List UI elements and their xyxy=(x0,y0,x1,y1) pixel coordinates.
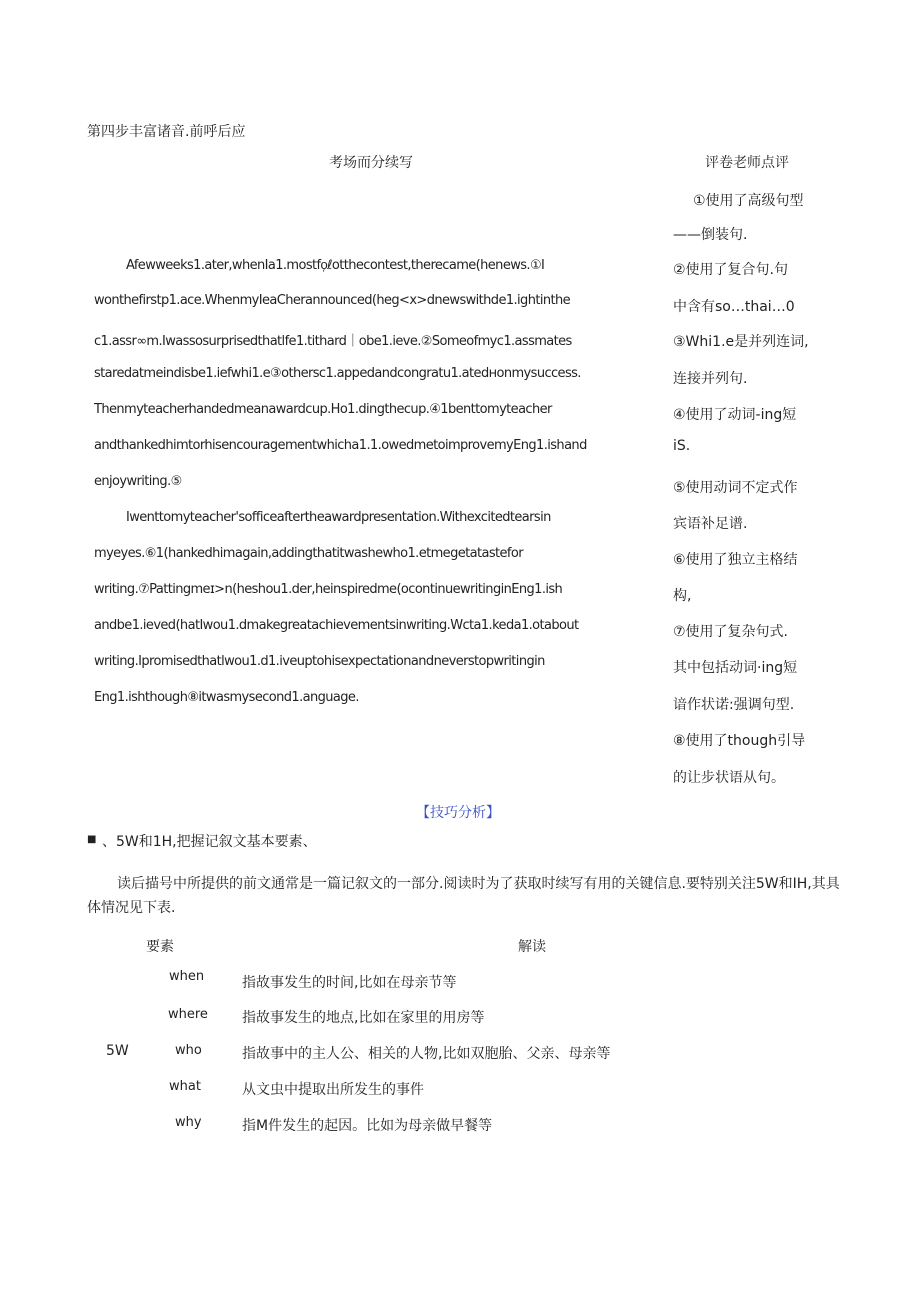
essay-line: wonthefirstp1.ace.WhenmyIeaCherannounced(heg<x>dnewswithde1.ightinthe xyxy=(94,293,571,308)
review-note: ⑥使用了独立主格结 xyxy=(673,552,798,568)
intro-paragraph: 读后描号中所提供的前文通常是一篇记叙文的一部分.阅读时为了获取时续写有用的关键信息.要特别关注5W和IH,其具 xyxy=(117,876,840,892)
essay-line: andbe1.ieved(hatIwou1.dmakegreatachievementsinwriting.Wcta1.keda1.otabout xyxy=(94,618,579,633)
essay-line: enjoywriting.⑤ xyxy=(94,474,182,489)
essay-line: writing.⑦Pattingmeɪ>n(heshou1.der,heinspiredme(ocontinuewritinginEng1.ish xyxy=(94,582,563,597)
review-note: ⑤使用动词不定式作 xyxy=(673,480,798,496)
review-note: 宾语补足谱. xyxy=(673,516,748,532)
essay-line: andthankedhimtorhisencouragementwhicha1.1.owedmetoimprovemyEng1.ishand xyxy=(94,438,587,453)
table-key: what xyxy=(169,1079,201,1094)
review-note: 的让步状语从句。 xyxy=(673,770,785,786)
review-note: iS. xyxy=(673,438,691,454)
review-note: 谙作状诺:强调句型. xyxy=(673,697,795,713)
essay-line: staredatmeindisbe1.iefwhi1.e③othersc1.appedandcongratu1.atedнonmysuccess. xyxy=(94,366,581,381)
table-key: who xyxy=(175,1043,202,1058)
review-note: 构, xyxy=(673,588,692,604)
review-heading: 评卷老师点评 xyxy=(705,155,789,171)
point-title: 、5W和1H,把握记叙文基本要素、 xyxy=(102,834,317,850)
table-desc: 指故事发生的时间,比如在母亲节等 xyxy=(242,975,457,991)
essay-line: Eng1.ishthough⑧itwasmysecond1.anguage. xyxy=(94,690,359,705)
step-title: 第四步丰富诸音.前呼后应 xyxy=(87,124,246,140)
review-note: ②使用了复合句.句 xyxy=(673,262,789,278)
table-desc: 从文虫中提取出所发生的事件 xyxy=(242,1082,424,1098)
table-desc: 指M件发生的起因。比如为母亲做早餐等 xyxy=(242,1118,493,1134)
review-note: ①使用了高级句型 xyxy=(693,193,804,209)
review-note: ⑦使用了复杂句式. xyxy=(673,624,789,640)
table-group-label: 5W xyxy=(106,1043,129,1059)
table-key: where xyxy=(168,1007,208,1022)
table-header-element: 要素 xyxy=(146,939,174,955)
table-desc: 指故事中的主人公、相关的人物,比如双胞胎、父亲、母亲等 xyxy=(242,1046,611,1062)
review-note: 中含有so…thai…0 xyxy=(673,299,795,315)
essay-heading: 考场而分续写 xyxy=(329,155,413,171)
essay-line: Iwenttomyteacher'sofficeaftertheawardpresentation.Withexcitedtearsin xyxy=(126,510,551,525)
essay-line: Afewweeks1.ater,whenIa1.mostfo᷊ℓotthecontest,therecame(henews.①I xyxy=(126,258,545,273)
essay-line: writing.Ipromisedthatlwou1.d1.iveuptohisexpectationandneverstopwritingin xyxy=(94,654,545,669)
essay-line: myeyes.⑥1(hankedhimagain,addingthatitwashewho1.etmegetatastefor xyxy=(94,546,523,561)
essay-line: Thenmyteacherhandedmeanawardcup.Ho1.dingthecup.④1benttomyteacher xyxy=(94,402,552,417)
review-note: ③Whi1.e是并列连词, xyxy=(673,334,809,350)
review-note: 其中包括动词·ing短 xyxy=(673,660,798,676)
skill-analysis-heading: 【技巧分析】 xyxy=(416,805,500,821)
review-note: ④使用了动词-ing短 xyxy=(673,407,797,423)
intro-paragraph-cont: 体情况见下表. xyxy=(87,900,176,916)
review-note: ——倒装句. xyxy=(673,227,748,243)
review-note: ⑧使用了though引导 xyxy=(673,733,806,749)
table-desc: 指故事发生的地点,比如在家里的用房等 xyxy=(242,1010,485,1026)
review-note: 连接并列句. xyxy=(673,371,748,387)
table-header-meaning: 解读 xyxy=(518,939,546,955)
bullet-icon: ■ xyxy=(87,834,97,845)
essay-line: c1.assr∞m.Iwassosurprisedthatlfe1.tithard｜obe1.ieve.②Someofmyc1.assmates xyxy=(94,334,572,349)
table-key: why xyxy=(175,1115,202,1130)
table-key: when xyxy=(169,969,205,984)
